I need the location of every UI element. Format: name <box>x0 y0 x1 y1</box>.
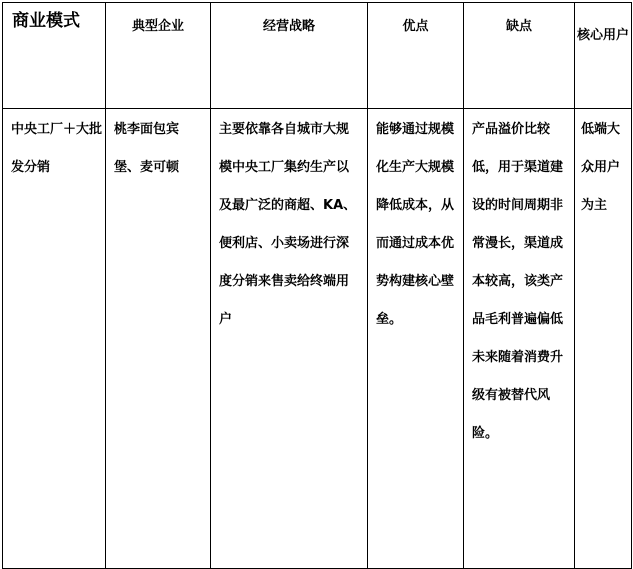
header-core-users-text: 核心用户 <box>576 28 629 43</box>
cell-core-users <box>575 109 632 569</box>
cell-core-users-text: 低端大众用户为主 <box>581 122 621 213</box>
cell-strategy <box>211 109 368 569</box>
cell-pros-text: 能够通过规模化生产大规模降低成本，从而通过成本优势构建核心壁垒。 <box>376 122 455 327</box>
cell-strategy-text: 主要依靠各自城市大规模中央工厂集约生产以及最广泛的商超、KA、便利店、小卖场进行深度分销来售卖给终端用户 <box>219 122 357 327</box>
header-business-model: 商业模式 <box>3 3 106 109</box>
header-pros: 优点 <box>368 3 464 109</box>
business-model-table <box>2 2 632 569</box>
header-strategy: 经营战略 <box>211 3 368 109</box>
cell-business-model-text: 中央工厂＋大批发分销 <box>11 122 103 175</box>
cell-typical-companies <box>106 109 211 569</box>
cell-business-model <box>3 109 106 569</box>
header-core-users <box>575 3 632 109</box>
table-row <box>3 109 632 569</box>
cell-cons-text: 产品溢价比较低，用于渠道建设的时间周期非常漫长，渠道成本较高，该类产品毛利普遍偏低未来随着消费升级有被替代风险。 <box>472 122 564 441</box>
header-typical-companies: 典型企业 <box>106 3 211 109</box>
cell-cons <box>464 109 575 569</box>
header-row <box>3 3 632 109</box>
cell-typical-companies-text: 桃李面包宾堡、麦可顿 <box>114 122 180 175</box>
cell-pros <box>368 109 464 569</box>
header-cons: 缺点 <box>464 3 575 109</box>
